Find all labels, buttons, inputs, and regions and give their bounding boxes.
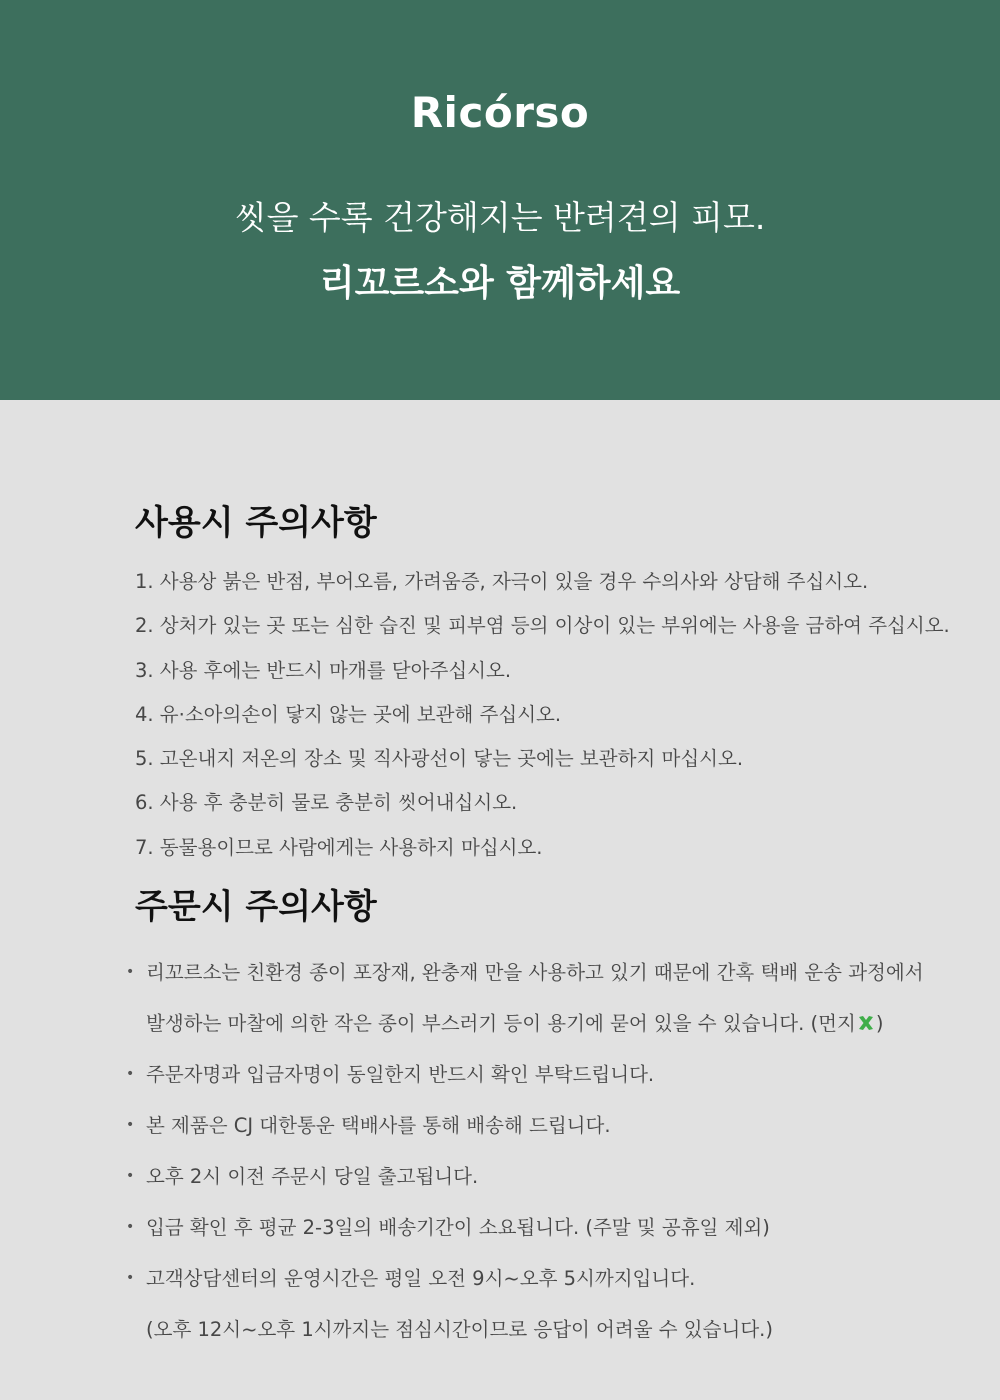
order-list — [122, 947, 924, 1355]
bullet: • — [126, 964, 135, 980]
order-item — [122, 1202, 924, 1253]
order-item — [122, 1253, 924, 1355]
order-item-line: 고객상담센터의 운영시간은 평일 오전 9시~오후 5시까지입니다. — [146, 1267, 696, 1290]
tagline: 씻을 수록 건강해지는 반려견의 피모. — [234, 198, 766, 237]
brand-logo: Ricórso — [410, 88, 590, 137]
order-item-line: 주문자명과 입금자명이 동일한지 반드시 확인 부탁드립니다. — [146, 1063, 655, 1086]
header-banner — [0, 0, 1000, 400]
order-item-line — [146, 998, 924, 1049]
order-item-line: 오후 2시 이전 주문시 당일 출고됩니다. — [146, 1165, 479, 1188]
order-item-line: (오후 12시~오후 1시까지는 점심시간이므로 응답이 어려울 수 있습니다.) — [146, 1318, 773, 1341]
usage-item: 1. 사용상 붉은 반점, 부어오름, 가려움증, 자극이 있을 경우 수의사와 상담해 주십시오. — [135, 570, 869, 593]
order-section-title: 주문시 주의사항 — [135, 887, 377, 927]
notice-content — [0, 400, 1000, 1400]
usage-item: 6. 사용 후 충분히 물로 충분히 씻어내십시오. — [135, 791, 518, 815]
order-item — [122, 947, 924, 1049]
usage-section-title: 사용시 주의사항 — [135, 503, 377, 543]
order-item — [122, 1100, 924, 1151]
usage-item: 4. 유·소아의손이 닿지 않는 곳에 보관해 주십시오. — [135, 702, 562, 726]
bullet: • — [126, 1168, 135, 1184]
bullet: • — [126, 1117, 135, 1133]
order-item-line: 리꼬르소는 친환경 종이 포장재, 완충재 만을 사용하고 있기 때문에 간혹 택배 운송 과정에서 — [146, 961, 924, 984]
order-item-text: 발생하는 마찰에 의한 작은 종이 부스러기 등이 용기에 묻어 있을 수 있습니다. (먼지 — [146, 1012, 856, 1035]
bullet: • — [126, 1066, 135, 1082]
order-item-line: 본 제품은 CJ 대한통운 택배사를 통해 배송해 드립니다. — [146, 1114, 611, 1137]
bullet: • — [126, 1219, 135, 1235]
usage-item: 7. 동물용이므로 사람에게는 사용하지 마십시오. — [135, 835, 543, 859]
usage-item: 5. 고온내지 저온의 장소 및 직사광선이 닿는 곳에는 보관하지 마십시오. — [135, 747, 744, 771]
order-item-text: ) — [875, 1012, 884, 1035]
usage-item: 2. 상처가 있는 곳 또는 심한 습진 및 피부염 등의 이상이 있는 부위에는 사용을 금하여 주십시오. — [135, 614, 950, 638]
order-item-line: 입금 확인 후 평균 2-3일의 배송기간이 소요됩니다. (주말 및 공휴일 제외) — [146, 1216, 770, 1239]
usage-item: 3. 사용 후에는 반드시 마개를 닫아주십시오. — [135, 658, 512, 682]
tagline-bold: 리꼬르소와 함께하세요 — [319, 263, 681, 304]
order-item — [122, 1049, 924, 1100]
bullet: • — [126, 1270, 135, 1286]
order-item — [122, 1151, 924, 1202]
x-mark-icon — [856, 1001, 876, 1021]
usage-list — [135, 560, 950, 870]
